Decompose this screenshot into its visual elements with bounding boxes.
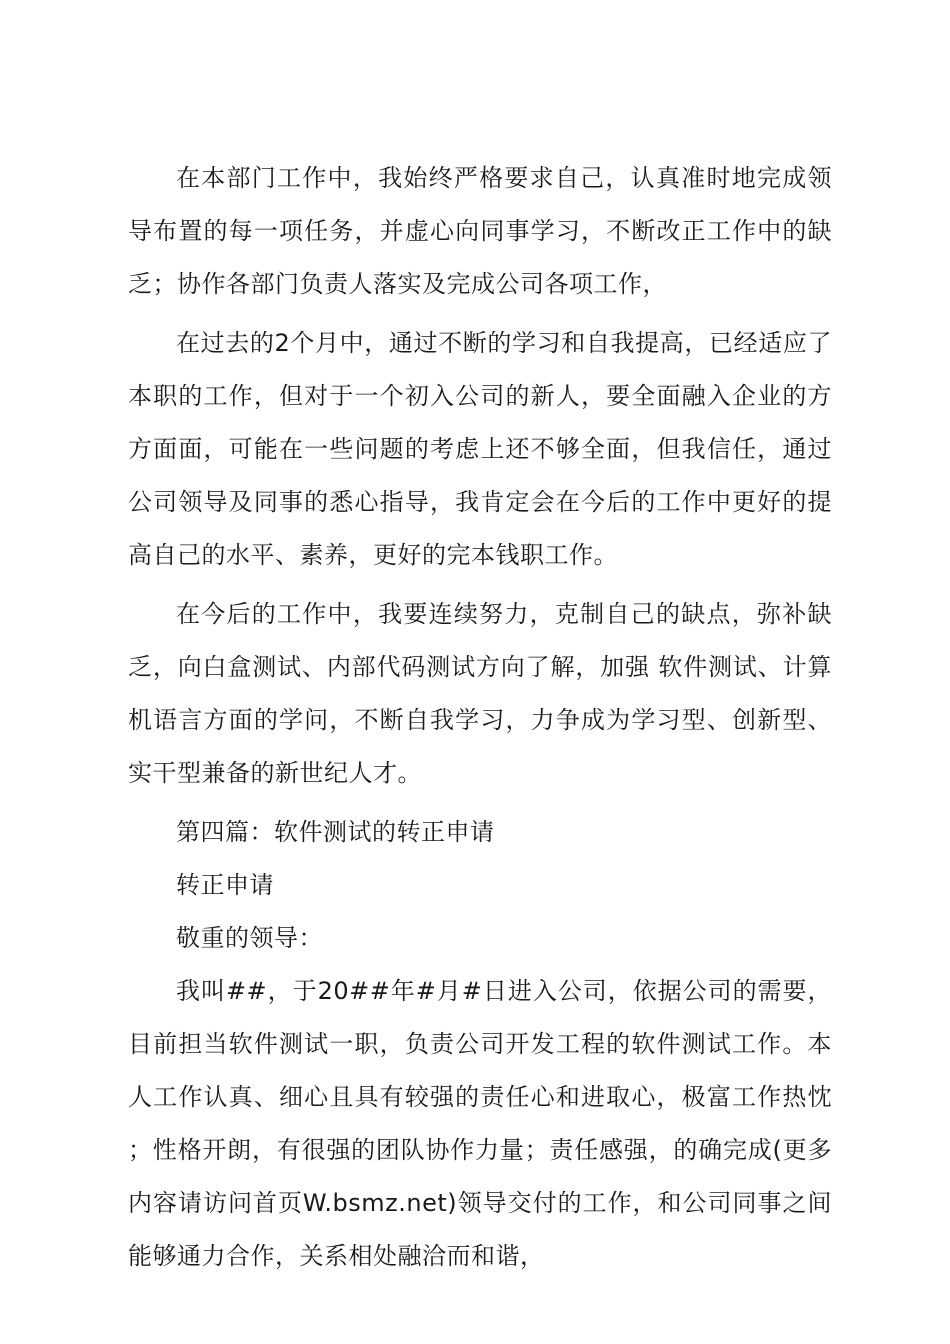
paragraph-past-two-months: 在过去的2个月中，通过不断的学习和自我提高，已经适应了本职的工作，但对于一个初入公司的新人，要全面融入企业的方方面面，可能在一些问题的考虑上还不够全面，但我信任，通过公司领导及同事的悉心指导，我肯定会在今后的工作中更好的提高自己的水平、素养，更好的完本钱职工作。: [128, 329, 832, 569]
paragraph-future-plans: 在今后的工作中，我要连续努力，克制自己的缺点，弥补缺乏，向白盒测试、内部代码测试方向了解，加强 软件测试、计算机语言方面的学问，不断自我学习，力争成为学习型、创新型、实干型兼备的新世纪人才。: [128, 600, 832, 787]
section-heading: 第四篇：软件测试的转正申请: [176, 818, 495, 846]
paragraph-introduction: 我叫##，于20##年#月#日进入公司，依据公司的需要，目前担当软件测试一职，负责公司开发工程的软件测试工作。本人工作认真、细心且具有较强的责任心和进取心，极富工作热忱；性格开朗，有很强的团队协作力量；责任感强，的确完成(更多内容请访问首页W.bsmz.net)领导交付的工作，和公司同事之间能够通力合作，关系相处融洽而和谐，: [128, 977, 832, 1270]
paragraph-work-attitude: 在本部门工作中，我始终严格要求自己，认真准时地完成领导布置的每一项任务，并虚心向同事学习，不断改正工作中的缺乏；协作各部门负责人落实及完成公司各项工作，: [128, 164, 832, 298]
salutation: 敬重的领导：: [176, 924, 323, 952]
document-title: 转正申请: [176, 871, 274, 899]
document-body: [128, 152, 832, 1289]
